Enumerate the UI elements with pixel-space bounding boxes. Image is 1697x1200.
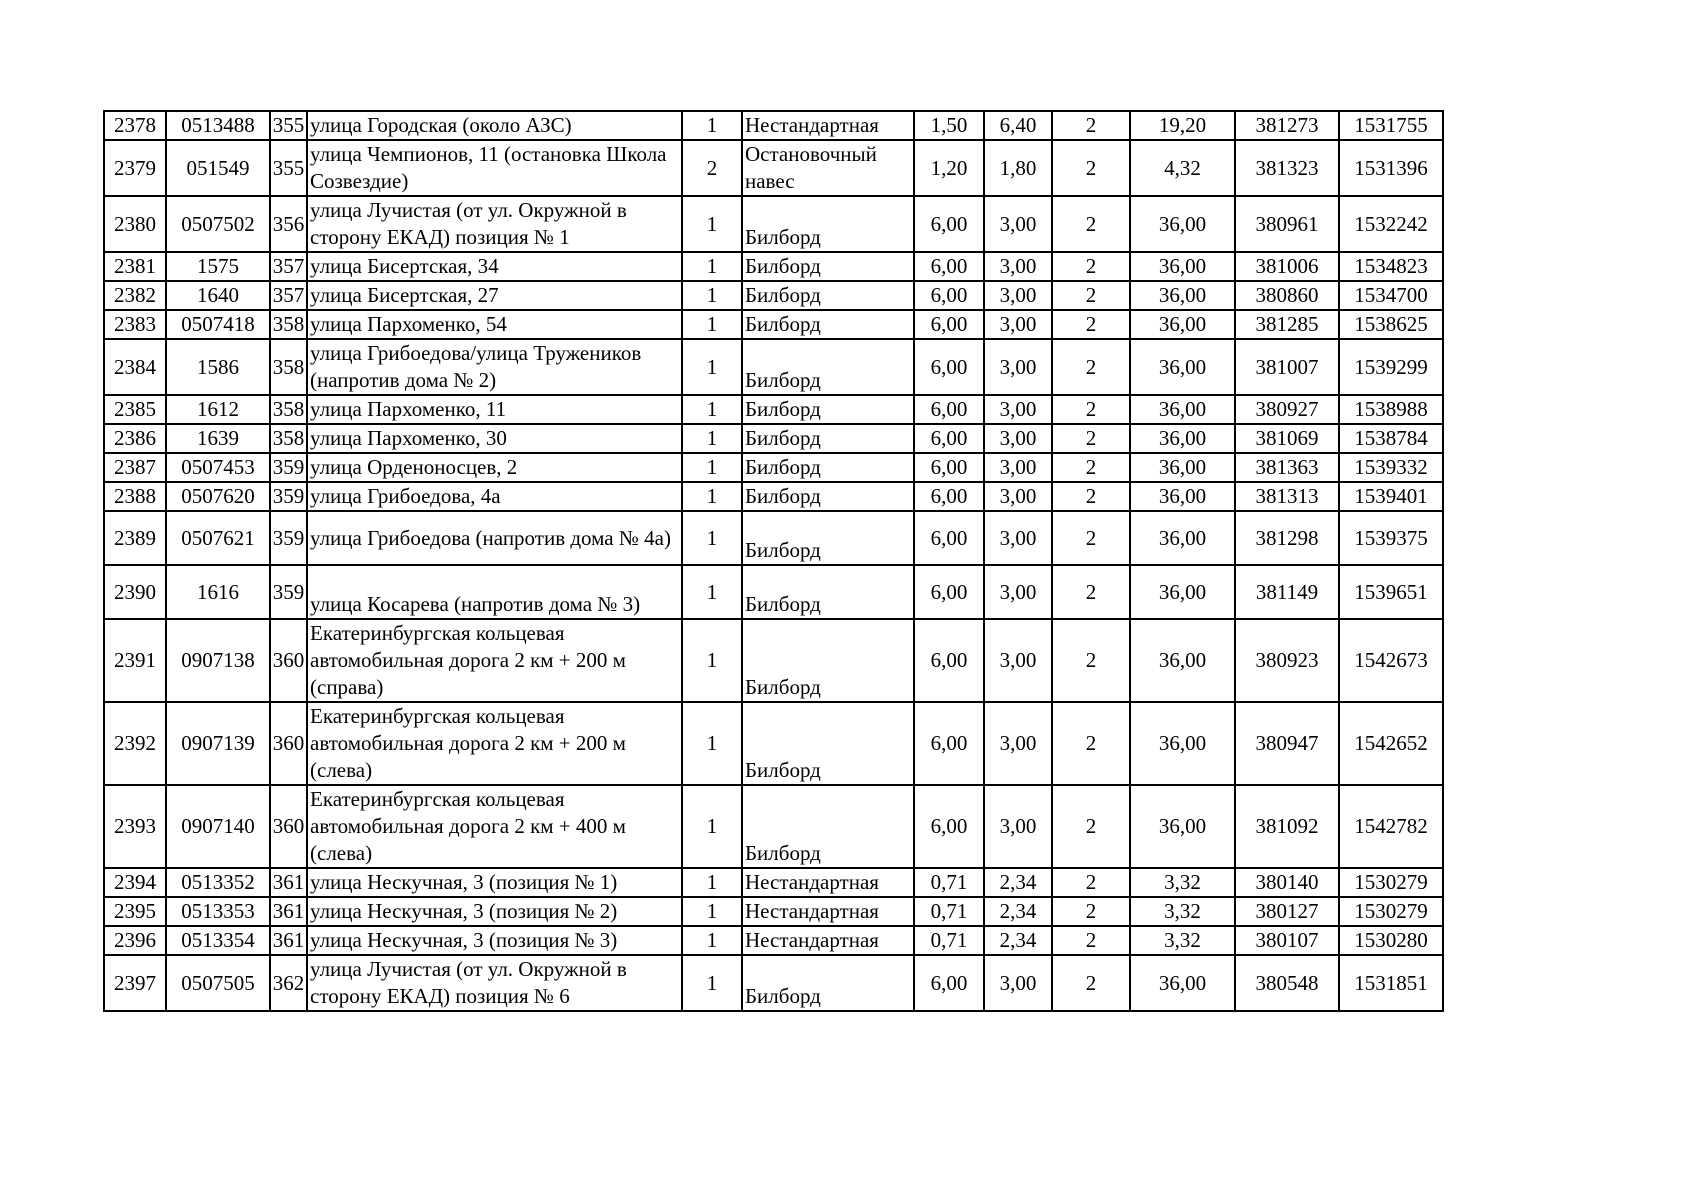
cell-height: 3,00	[984, 252, 1052, 281]
cell-quantity: 1	[682, 482, 742, 511]
cell-sides: 2	[1052, 453, 1130, 482]
cell-height: 2,34	[984, 926, 1052, 955]
cell-height: 3,00	[984, 310, 1052, 339]
cell-height: 3,00	[984, 511, 1052, 565]
cell-structure-type: Билборд	[742, 785, 914, 868]
cell-group-number: 356	[270, 196, 307, 252]
cell-area: 36,00	[1130, 424, 1235, 453]
cell-sides: 2	[1052, 511, 1130, 565]
cell-structure-type: Билборд	[742, 702, 914, 785]
cell-address: улица Бисертская, 27	[307, 281, 682, 310]
cell-width: 6,00	[914, 252, 984, 281]
cell-sides: 2	[1052, 482, 1130, 511]
cell-height: 3,00	[984, 565, 1052, 619]
cell-height: 3,00	[984, 395, 1052, 424]
cell-address: улица Нескучная, 3 (позиция № 2)	[307, 897, 682, 926]
cell-coord-x: 381313	[1235, 482, 1339, 511]
cell-area: 36,00	[1130, 955, 1235, 1011]
table-row	[104, 111, 1443, 140]
table-row	[104, 196, 1443, 252]
cell-code: 0507502	[166, 196, 270, 252]
cell-structure-type: Билборд	[742, 281, 914, 310]
cell-area: 36,00	[1130, 395, 1235, 424]
cell-width: 6,00	[914, 511, 984, 565]
cell-structure-type: Нестандартная	[742, 926, 914, 955]
cell-sides: 2	[1052, 111, 1130, 140]
table-row	[104, 339, 1443, 395]
cell-row-number: 2383	[104, 310, 166, 339]
cell-coord-y: 1532242	[1339, 196, 1443, 252]
table-row	[104, 140, 1443, 196]
table-row	[104, 702, 1443, 785]
cell-structure-type: Билборд	[742, 339, 914, 395]
cell-address: улица Лучистая (от ул. Окружной в сторону ЕКАД) позиция № 1	[307, 196, 682, 252]
cell-height: 6,40	[984, 111, 1052, 140]
cell-quantity: 1	[682, 111, 742, 140]
cell-address: улица Нескучная, 3 (позиция № 3)	[307, 926, 682, 955]
cell-code: 0907138	[166, 619, 270, 702]
cell-address: Екатеринбургская кольцевая автомобильная дорога 2 км + 200 м (слева)	[307, 702, 682, 785]
cell-sides: 2	[1052, 785, 1130, 868]
cell-width: 6,00	[914, 702, 984, 785]
cell-sides: 2	[1052, 955, 1130, 1011]
cell-address: улица Грибоедова/улица Тружеников (напротив дома № 2)	[307, 339, 682, 395]
cell-code: 051549	[166, 140, 270, 196]
cell-code: 0513488	[166, 111, 270, 140]
cell-row-number: 2385	[104, 395, 166, 424]
cell-area: 4,32	[1130, 140, 1235, 196]
cell-structure-type: Билборд	[742, 511, 914, 565]
cell-row-number: 2394	[104, 868, 166, 897]
cell-width: 6,00	[914, 395, 984, 424]
cell-group-number: 360	[270, 785, 307, 868]
cell-sides: 2	[1052, 926, 1130, 955]
cell-width: 6,00	[914, 785, 984, 868]
cell-code: 0513353	[166, 897, 270, 926]
cell-address: улица Косарева (напротив дома № 3)	[307, 565, 682, 619]
cell-area: 36,00	[1130, 785, 1235, 868]
cell-group-number: 358	[270, 339, 307, 395]
cell-coord-x: 380548	[1235, 955, 1339, 1011]
cell-coord-x: 381006	[1235, 252, 1339, 281]
cell-area: 36,00	[1130, 339, 1235, 395]
cell-coord-y: 1530279	[1339, 897, 1443, 926]
table-row	[104, 424, 1443, 453]
cell-row-number: 2391	[104, 619, 166, 702]
cell-group-number: 358	[270, 395, 307, 424]
cell-quantity: 1	[682, 511, 742, 565]
cell-height: 3,00	[984, 482, 1052, 511]
cell-height: 2,34	[984, 897, 1052, 926]
cell-group-number: 355	[270, 140, 307, 196]
cell-coord-y: 1539332	[1339, 453, 1443, 482]
cell-coord-y: 1530280	[1339, 926, 1443, 955]
cell-sides: 2	[1052, 281, 1130, 310]
cell-quantity: 1	[682, 619, 742, 702]
cell-structure-type: Билборд	[742, 424, 914, 453]
cell-sides: 2	[1052, 424, 1130, 453]
cell-height: 3,00	[984, 424, 1052, 453]
cell-coord-x: 381007	[1235, 339, 1339, 395]
table-row	[104, 310, 1443, 339]
table-row	[104, 511, 1443, 565]
cell-row-number: 2393	[104, 785, 166, 868]
cell-area: 36,00	[1130, 702, 1235, 785]
cell-height: 3,00	[984, 619, 1052, 702]
cell-coord-x: 381298	[1235, 511, 1339, 565]
cell-address: улица Лучистая (от ул. Окружной в сторону ЕКАД) позиция № 6	[307, 955, 682, 1011]
cell-row-number: 2387	[104, 453, 166, 482]
cell-structure-type: Билборд	[742, 196, 914, 252]
cell-address: улица Нескучная, 3 (позиция № 1)	[307, 868, 682, 897]
cell-group-number: 359	[270, 482, 307, 511]
cell-code: 0513354	[166, 926, 270, 955]
cell-width: 0,71	[914, 897, 984, 926]
cell-code: 0507505	[166, 955, 270, 1011]
table-row	[104, 281, 1443, 310]
cell-coord-x: 381273	[1235, 111, 1339, 140]
cell-address: Екатеринбургская кольцевая автомобильная дорога 2 км + 200 м (справа)	[307, 619, 682, 702]
cell-structure-type: Билборд	[742, 565, 914, 619]
table-row	[104, 565, 1443, 619]
cell-quantity: 1	[682, 702, 742, 785]
cell-group-number: 357	[270, 252, 307, 281]
table-row	[104, 926, 1443, 955]
cell-row-number: 2378	[104, 111, 166, 140]
cell-height: 3,00	[984, 281, 1052, 310]
cell-group-number: 358	[270, 310, 307, 339]
cell-group-number: 360	[270, 619, 307, 702]
cell-address: Екатеринбургская кольцевая автомобильная дорога 2 км + 400 м (слева)	[307, 785, 682, 868]
cell-width: 6,00	[914, 453, 984, 482]
cell-sides: 2	[1052, 252, 1130, 281]
cell-area: 36,00	[1130, 453, 1235, 482]
cell-code: 0907140	[166, 785, 270, 868]
table-row	[104, 252, 1443, 281]
table-row	[104, 453, 1443, 482]
cell-width: 0,71	[914, 926, 984, 955]
cell-width: 6,00	[914, 955, 984, 1011]
cell-group-number: 361	[270, 868, 307, 897]
cell-quantity: 2	[682, 140, 742, 196]
cell-coord-x: 380961	[1235, 196, 1339, 252]
cell-structure-type: Билборд	[742, 619, 914, 702]
cell-row-number: 2384	[104, 339, 166, 395]
cell-structure-type: Билборд	[742, 252, 914, 281]
cell-height: 2,34	[984, 868, 1052, 897]
cell-area: 36,00	[1130, 482, 1235, 511]
cell-address: улица Чемпионов, 11 (остановка Школа Созвездие)	[307, 140, 682, 196]
cell-coord-y: 1539401	[1339, 482, 1443, 511]
cell-area: 36,00	[1130, 252, 1235, 281]
cell-address: улица Городская (около АЗС)	[307, 111, 682, 140]
cell-structure-type: Нестандартная	[742, 897, 914, 926]
cell-coord-y: 1531851	[1339, 955, 1443, 1011]
cell-sides: 2	[1052, 395, 1130, 424]
cell-row-number: 2395	[104, 897, 166, 926]
cell-sides: 2	[1052, 140, 1130, 196]
cell-coord-y: 1530279	[1339, 868, 1443, 897]
cell-row-number: 2380	[104, 196, 166, 252]
cell-coord-x: 380860	[1235, 281, 1339, 310]
cell-coord-x: 381069	[1235, 424, 1339, 453]
cell-code: 1586	[166, 339, 270, 395]
cell-coord-x: 381149	[1235, 565, 1339, 619]
cell-quantity: 1	[682, 955, 742, 1011]
cell-height: 3,00	[984, 702, 1052, 785]
cell-row-number: 2389	[104, 511, 166, 565]
cell-quantity: 1	[682, 281, 742, 310]
cell-group-number: 358	[270, 424, 307, 453]
cell-height: 3,00	[984, 785, 1052, 868]
cell-sides: 2	[1052, 868, 1130, 897]
cell-coord-y: 1534700	[1339, 281, 1443, 310]
table-row	[104, 395, 1443, 424]
cell-code: 0507453	[166, 453, 270, 482]
cell-address: улица Пархоменко, 54	[307, 310, 682, 339]
cell-group-number: 361	[270, 897, 307, 926]
cell-quantity: 1	[682, 453, 742, 482]
cell-coord-x: 381363	[1235, 453, 1339, 482]
cell-row-number: 2379	[104, 140, 166, 196]
cell-height: 3,00	[984, 453, 1052, 482]
cell-quantity: 1	[682, 252, 742, 281]
cell-group-number: 359	[270, 453, 307, 482]
cell-area: 3,32	[1130, 926, 1235, 955]
cell-row-number: 2382	[104, 281, 166, 310]
cell-code: 0507621	[166, 511, 270, 565]
cell-address: улица Грибоедова, 4а	[307, 482, 682, 511]
cell-width: 1,50	[914, 111, 984, 140]
cell-area: 36,00	[1130, 565, 1235, 619]
cell-group-number: 355	[270, 111, 307, 140]
cell-row-number: 2388	[104, 482, 166, 511]
cell-row-number: 2386	[104, 424, 166, 453]
cell-structure-type: Нестандартная	[742, 868, 914, 897]
cell-area: 36,00	[1130, 281, 1235, 310]
cell-coord-x: 380947	[1235, 702, 1339, 785]
cell-sides: 2	[1052, 897, 1130, 926]
cell-code: 1612	[166, 395, 270, 424]
cell-width: 0,71	[914, 868, 984, 897]
cell-address: улица Пархоменко, 11	[307, 395, 682, 424]
cell-group-number: 362	[270, 955, 307, 1011]
cell-sides: 2	[1052, 339, 1130, 395]
cell-coord-y: 1538625	[1339, 310, 1443, 339]
cell-area: 3,32	[1130, 897, 1235, 926]
cell-coord-x: 380140	[1235, 868, 1339, 897]
cell-coord-x: 380127	[1235, 897, 1339, 926]
cell-width: 1,20	[914, 140, 984, 196]
cell-structure-type: Билборд	[742, 310, 914, 339]
table-row	[104, 482, 1443, 511]
cell-coord-y: 1539375	[1339, 511, 1443, 565]
table-row	[104, 785, 1443, 868]
cell-group-number: 359	[270, 565, 307, 619]
document-table	[103, 110, 1444, 1012]
table-row	[104, 868, 1443, 897]
cell-sides: 2	[1052, 196, 1130, 252]
cell-coord-y: 1542782	[1339, 785, 1443, 868]
cell-coord-y: 1538784	[1339, 424, 1443, 453]
cell-quantity: 1	[682, 868, 742, 897]
cell-coord-y: 1542652	[1339, 702, 1443, 785]
cell-quantity: 1	[682, 196, 742, 252]
cell-code: 1616	[166, 565, 270, 619]
cell-code: 0513352	[166, 868, 270, 897]
cell-structure-type: Билборд	[742, 955, 914, 1011]
cell-row-number: 2392	[104, 702, 166, 785]
cell-quantity: 1	[682, 424, 742, 453]
cell-coord-y: 1539651	[1339, 565, 1443, 619]
cell-quantity: 1	[682, 310, 742, 339]
cell-group-number: 361	[270, 926, 307, 955]
cell-coord-y: 1542673	[1339, 619, 1443, 702]
cell-width: 6,00	[914, 310, 984, 339]
cell-width: 6,00	[914, 565, 984, 619]
table-body	[104, 111, 1443, 1011]
cell-quantity: 1	[682, 395, 742, 424]
cell-coord-y: 1538988	[1339, 395, 1443, 424]
cell-code: 0507418	[166, 310, 270, 339]
cell-quantity: 1	[682, 565, 742, 619]
cell-row-number: 2396	[104, 926, 166, 955]
cell-area: 3,32	[1130, 868, 1235, 897]
cell-width: 6,00	[914, 619, 984, 702]
cell-structure-type: Остановочный навес	[742, 140, 914, 196]
cell-quantity: 1	[682, 926, 742, 955]
cell-row-number: 2381	[104, 252, 166, 281]
cell-structure-type: Билборд	[742, 482, 914, 511]
cell-address: улица Грибоедова (напротив дома № 4а)	[307, 511, 682, 565]
cell-coord-x: 380107	[1235, 926, 1339, 955]
cell-code: 0507620	[166, 482, 270, 511]
table-row	[104, 897, 1443, 926]
cell-address: улица Пархоменко, 30	[307, 424, 682, 453]
cell-quantity: 1	[682, 785, 742, 868]
cell-sides: 2	[1052, 310, 1130, 339]
cell-width: 6,00	[914, 482, 984, 511]
cell-width: 6,00	[914, 281, 984, 310]
cell-height: 3,00	[984, 955, 1052, 1011]
cell-width: 6,00	[914, 339, 984, 395]
cell-address: улица Бисертская, 34	[307, 252, 682, 281]
cell-area: 36,00	[1130, 310, 1235, 339]
cell-quantity: 1	[682, 339, 742, 395]
cell-code: 1640	[166, 281, 270, 310]
cell-width: 6,00	[914, 424, 984, 453]
cell-coord-x: 381323	[1235, 140, 1339, 196]
cell-width: 6,00	[914, 196, 984, 252]
cell-height: 3,00	[984, 339, 1052, 395]
table-row	[104, 619, 1443, 702]
cell-coord-y: 1531755	[1339, 111, 1443, 140]
cell-height: 1,80	[984, 140, 1052, 196]
cell-sides: 2	[1052, 702, 1130, 785]
cell-coord-x: 380927	[1235, 395, 1339, 424]
cell-structure-type: Билборд	[742, 453, 914, 482]
cell-sides: 2	[1052, 565, 1130, 619]
cell-coord-x: 380923	[1235, 619, 1339, 702]
cell-group-number: 360	[270, 702, 307, 785]
cell-code: 0907139	[166, 702, 270, 785]
cell-coord-x: 381092	[1235, 785, 1339, 868]
cell-area: 36,00	[1130, 511, 1235, 565]
cell-area: 19,20	[1130, 111, 1235, 140]
cell-row-number: 2397	[104, 955, 166, 1011]
cell-code: 1575	[166, 252, 270, 281]
cell-row-number: 2390	[104, 565, 166, 619]
cell-group-number: 357	[270, 281, 307, 310]
cell-height: 3,00	[984, 196, 1052, 252]
cell-coord-y: 1539299	[1339, 339, 1443, 395]
cell-coord-x: 381285	[1235, 310, 1339, 339]
cell-sides: 2	[1052, 619, 1130, 702]
table-row	[104, 955, 1443, 1011]
cell-area: 36,00	[1130, 196, 1235, 252]
cell-structure-type: Билборд	[742, 395, 914, 424]
cell-code: 1639	[166, 424, 270, 453]
cell-quantity: 1	[682, 897, 742, 926]
cell-area: 36,00	[1130, 619, 1235, 702]
cell-structure-type: Нестандартная	[742, 111, 914, 140]
cell-coord-y: 1534823	[1339, 252, 1443, 281]
cell-address: улица Орденоносцев, 2	[307, 453, 682, 482]
cell-coord-y: 1531396	[1339, 140, 1443, 196]
cell-group-number: 359	[270, 511, 307, 565]
